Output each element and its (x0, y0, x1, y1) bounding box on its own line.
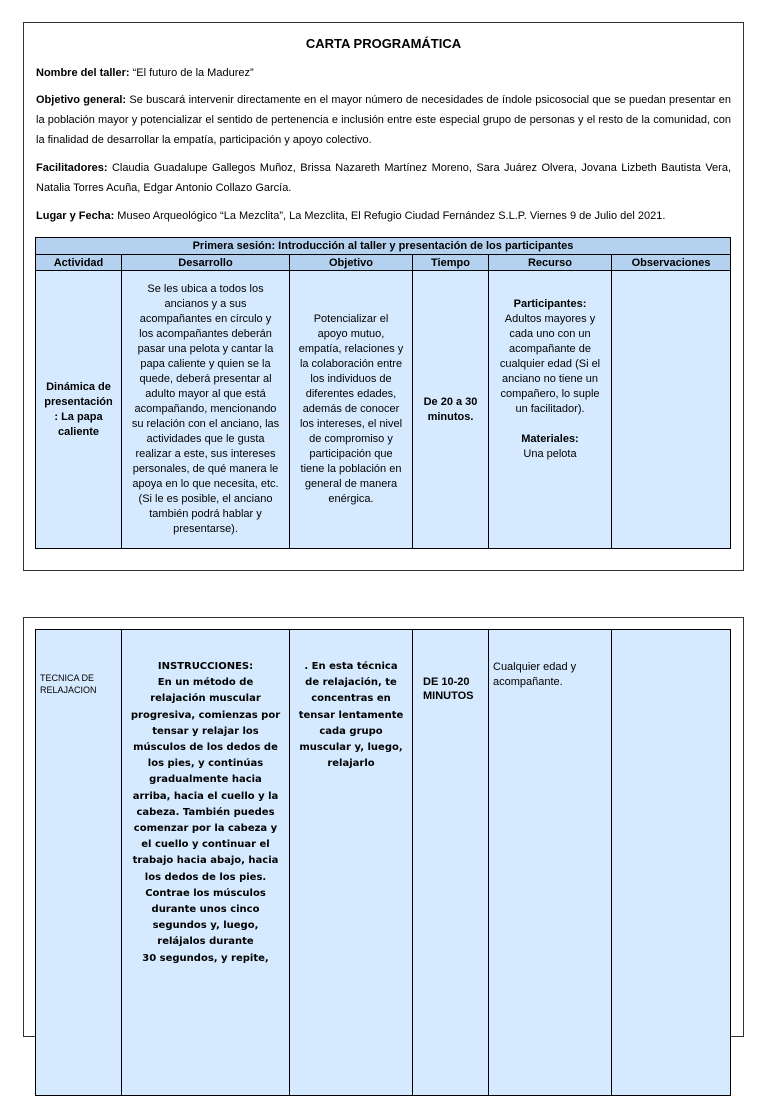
observations-cell (612, 271, 731, 549)
document-page-1 (23, 22, 744, 571)
place-and-date (36, 206, 731, 226)
facilitators-value: Claudia Guadalupe Gallegos Muñoz, Brissa Nazareth Martínez Moreno, Sara Juárez Olvera, Jovana Lizbeth Bautista Vera, Natalia Torres Acuña, Edgar Antonio Collazo García. (36, 162, 731, 194)
place-and-date-value: Museo Arqueológico “La Mezclita”, La Mezclita, El Refugio Ciudad Fernández S.L.P. Viernes 9 de Julio del 2021. (114, 210, 666, 222)
document-page-2 (23, 617, 744, 1037)
general-objective-label: Objetivo general: (36, 94, 127, 106)
session-table (35, 237, 731, 549)
session-caption: Primera sesión: Introducción al taller y presentación de los participantes (36, 238, 731, 255)
column-header: Observaciones (612, 255, 731, 271)
development-cell: Se les ubica a todos los ancianos y a sus acompañantes en círculo y los acompañantes deberán pasar una pelota y cantar la papa caliente y quien se la quede, deberá presentar al adulto mayor al que está acompañando, mencionando su relación con el anciano, las actividades que le gusta realizar a este, sus intereses personales, de qué manera le apoya en lo que necesita, etc. (Si le es posible, el anciano también podrá hablar y presentarse). (122, 271, 290, 549)
resource-cell: Cualquier edad y acompañante. (489, 630, 612, 1096)
column-header: Tiempo (413, 255, 489, 271)
workshop-name-label: Nombre del taller: (36, 67, 130, 79)
second-table (35, 629, 731, 1096)
resource-cell: Participantes: Adultos mayores y cada uno con un acompañante de cualquier edad (Si el anciano no tiene un compañero, lo suple un facilitador). Materiales: Una pelota (489, 271, 612, 549)
materials-label: Materiales: (521, 433, 579, 445)
facilitators-label: Facilitadores: (36, 162, 108, 174)
table-row (36, 271, 731, 549)
time-cell: De 20 a 30 minutos. (413, 271, 489, 549)
instructions-cell: INSTRUCCIONES: En un método de relajación muscular progresiva, comienzas por tensar y relajar los músculos de los dedos de los pies, y continúas gradualmente hacia arriba, hacia el cuello y la cabeza. También puedes comenzar por la cabeza y el cuello y continuar el trabajo hacia abajo, hacia los dedos de los pies. Contrae los músculos durante unos cinco segundos y, luego, relájalos durante 30 segundos, y repite, (122, 630, 290, 1096)
place-and-date-label: Lugar y Fecha: (36, 210, 115, 222)
participants-label: Participantes: (513, 298, 587, 310)
general-objective-value: Se buscará intervenir directamente en el mayor número de necesidades de índole psicosocial que se puedan presentar en la población mayor y potencializar el sentido de pertenencia e inclusión entre este especial grupo de personas y el resto de la comunidad, con la finalidad de desarrollar la empatía, participación y apoyo colectivo. (36, 94, 731, 146)
activity-cell: Dinámica de presentación : La papa caliente (36, 271, 122, 549)
column-header: Objetivo (290, 255, 413, 271)
workshop-name (36, 63, 731, 83)
workshop-name-value: “El futuro de la Madurez” (129, 67, 254, 79)
activity-cell: TECNICA DE RELAJACION (36, 630, 122, 1096)
table-row (36, 630, 731, 1096)
document-title: CARTA PROGRAMÁTICA (305, 36, 462, 51)
facilitators (36, 158, 731, 198)
duration-cell: DE 10-20 MINUTOS (413, 630, 489, 1096)
materials-value: Una pelota (523, 448, 577, 460)
column-header: Actividad (36, 255, 122, 271)
general-objective (36, 90, 731, 150)
table-header-row (36, 255, 731, 271)
observations-cell (612, 630, 731, 1096)
technique-objective-cell: . En esta técnica de relajación, te concentras en tensar lentamente cada grupo muscular y, luego, relajarlo (290, 630, 413, 1096)
column-header: Desarrollo (122, 255, 290, 271)
column-header: Recurso (489, 255, 612, 271)
objective-cell: Potencializar el apoyo mutuo, empatía, relaciones y la colaboración entre los individuos de diferentes edades, además de conocer los intereses, el nivel de compromiso y participación que tiene la población en general de manera enérgica. (290, 271, 413, 549)
